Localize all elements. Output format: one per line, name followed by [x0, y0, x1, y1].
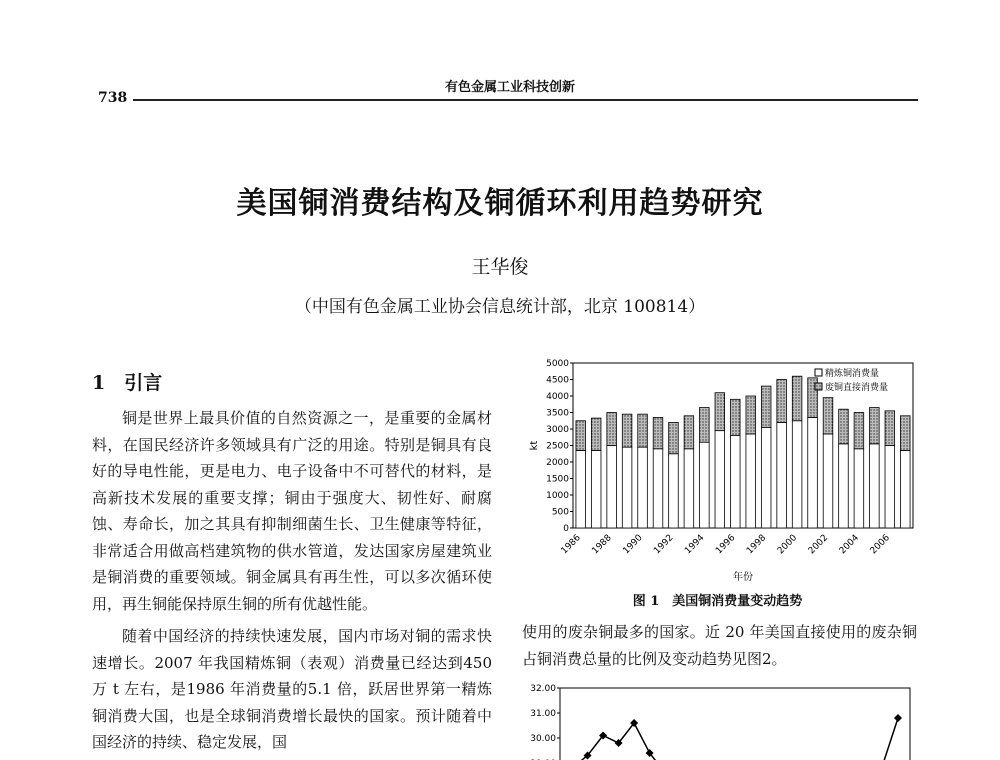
paragraph: 铜是世界上最具价值的自然资源之一，是重要的金属材料，在国民经济许多领域具有广泛的用途。特别是铜具有良好的导电性能，更是电力、电子设备中不可替代的材料，是高新技术发展的重要支撑；铜由于强度大、韧性好、耐腐蚀、寿命长，加之其具有抑制细菌生长、卫生健康等特征，非常适合用做高档建筑物的供水管道，发达国家房屋建筑业是铜消费的重要领域。铜金属具有再生性，可以多次循环使用，再生铜能保持原生铜的所有优越性能。 [92, 409, 492, 613]
bar-refined-1996 [730, 436, 740, 528]
y-tick-label: 500 [551, 507, 569, 518]
y-tick-label: 4000 [546, 392, 569, 402]
section-heading: 1 引言 [92, 372, 163, 394]
paragraph: 随着中国经济的持续快速发展，国内市场对铜的需求快速增长。2007 年我国精炼铜（表观）消费量已经达到450 万 t 左右，是1986 年消费量的5.1 倍，跃居世界第一精炼铜消费大国，也是全球铜消费增长最快的国家。预计随着中国经济的持续、稳定发展，国 [92, 627, 492, 751]
bar-refined-2000 [792, 421, 802, 528]
x-tick-label: 1988 [590, 533, 614, 557]
bar-scrap-1995 [715, 393, 725, 431]
y-tick-label: 1000 [546, 491, 569, 501]
bar-scrap-1987 [591, 418, 601, 450]
bar-refined-1990 [638, 447, 648, 528]
bar-scrap-2006 [885, 411, 895, 446]
bar-refined-1993 [684, 449, 694, 528]
y-axis-label: kt [529, 440, 540, 451]
bar-refined-1986 [576, 450, 586, 528]
y-tick-label: 4500 [546, 375, 569, 386]
bar-scrap-1989 [622, 414, 632, 447]
bar-refined-2002 [823, 434, 833, 528]
affiliation: （中国有色金属工业协会信息统计部，北京 100814） [294, 297, 706, 317]
bar-scrap-1990 [638, 414, 648, 447]
legend-refined: 精炼铜消费量 [825, 369, 880, 379]
y-tick-label: 0 [563, 524, 569, 534]
bar-scrap-2007 [900, 416, 910, 451]
bar-refined-2001 [808, 417, 818, 528]
bar-refined-1987 [591, 450, 601, 528]
x-tick-label: 1992 [652, 533, 676, 557]
y-tick-label: 2000 [546, 458, 569, 468]
bar-refined-2005 [870, 444, 880, 528]
x-tick-label: 2004 [837, 533, 862, 557]
bar-refined-1994 [700, 442, 710, 528]
bar-scrap-2000 [792, 376, 802, 421]
body-right-column: 使用的废杂铜最多的国家。近 20 年美国直接使用的废杂铜占铜消费总量的比例及变动趋势见图2。 [522, 623, 917, 668]
x-tick-label: 1996 [714, 533, 738, 557]
bar-refined-2006 [885, 446, 895, 529]
y-tick-label: 3500 [546, 408, 569, 419]
bar-refined-1992 [669, 454, 679, 528]
bar-scrap-1988 [607, 413, 617, 446]
bar-refined-1988 [607, 446, 617, 529]
bar-scrap-1991 [653, 417, 663, 448]
data-point-2007 [894, 714, 902, 722]
bar-scrap-1994 [700, 408, 710, 443]
figure-1-chart [525, 358, 915, 586]
x-tick-label: 1990 [621, 533, 645, 557]
x-tick-label: 2000 [775, 533, 800, 557]
bar-refined-1999 [777, 422, 787, 528]
x-tick-label: 2002 [806, 533, 831, 557]
y-tick-label: 31.00 [530, 709, 556, 719]
x-tick-label: 2006 [868, 533, 892, 557]
bar-scrap-2003 [839, 409, 849, 444]
bar-refined-2003 [839, 444, 849, 528]
y-tick-label: 30.00 [530, 734, 556, 744]
legend-swatch-refined [815, 369, 822, 376]
bar-refined-1997 [746, 434, 756, 528]
y-tick-label: 2500 [546, 441, 569, 452]
bar-refined-2004 [854, 449, 864, 528]
legend-swatch-scrap [815, 383, 822, 390]
bar-refined-1991 [653, 449, 663, 528]
bar-scrap-1999 [777, 380, 787, 423]
y-tick-label: 3000 [546, 425, 569, 435]
bar-scrap-1992 [669, 422, 679, 453]
figure-1-caption: 图 1 美国铜消费量变动趋势 [632, 594, 803, 609]
journal-name: 有色金属工业科技创新 [444, 80, 575, 95]
bar-refined-2007 [900, 450, 910, 528]
figure-2-chart [520, 680, 920, 760]
author: 王华俊 [471, 256, 529, 278]
y-tick-label: 32.00 [530, 684, 556, 694]
x-tick-label: 1986 [559, 533, 583, 557]
x-tick-label: 1998 [745, 533, 769, 557]
bar-refined-1998 [761, 427, 771, 528]
bar-scrap-1997 [746, 396, 756, 434]
bar-scrap-2005 [870, 408, 880, 444]
page-number: 738 [98, 90, 128, 106]
x-axis-label: 年份 [733, 572, 753, 583]
series-line-2 [836, 718, 898, 760]
bar-scrap-1986 [576, 421, 586, 451]
paper-title: 美国铜消费结构及铜循环利用趋势研究 [236, 186, 764, 221]
y-tick-label: 5000 [546, 359, 569, 369]
x-tick-label: 1994 [683, 533, 707, 557]
y-tick-label: 1500 [546, 474, 569, 485]
legend-scrap: 废铜直接消费量 [825, 383, 889, 393]
bar-refined-1989 [622, 447, 632, 528]
header-rule [133, 99, 918, 101]
bar-scrap-1996 [730, 399, 740, 435]
bar-scrap-1998 [761, 386, 771, 427]
bar-scrap-2004 [854, 413, 864, 449]
bar-scrap-1993 [684, 416, 694, 449]
bar-scrap-2002 [823, 398, 833, 434]
body-left-column [92, 405, 492, 756]
bar-refined-1995 [715, 431, 725, 528]
plot-frame [560, 688, 910, 760]
